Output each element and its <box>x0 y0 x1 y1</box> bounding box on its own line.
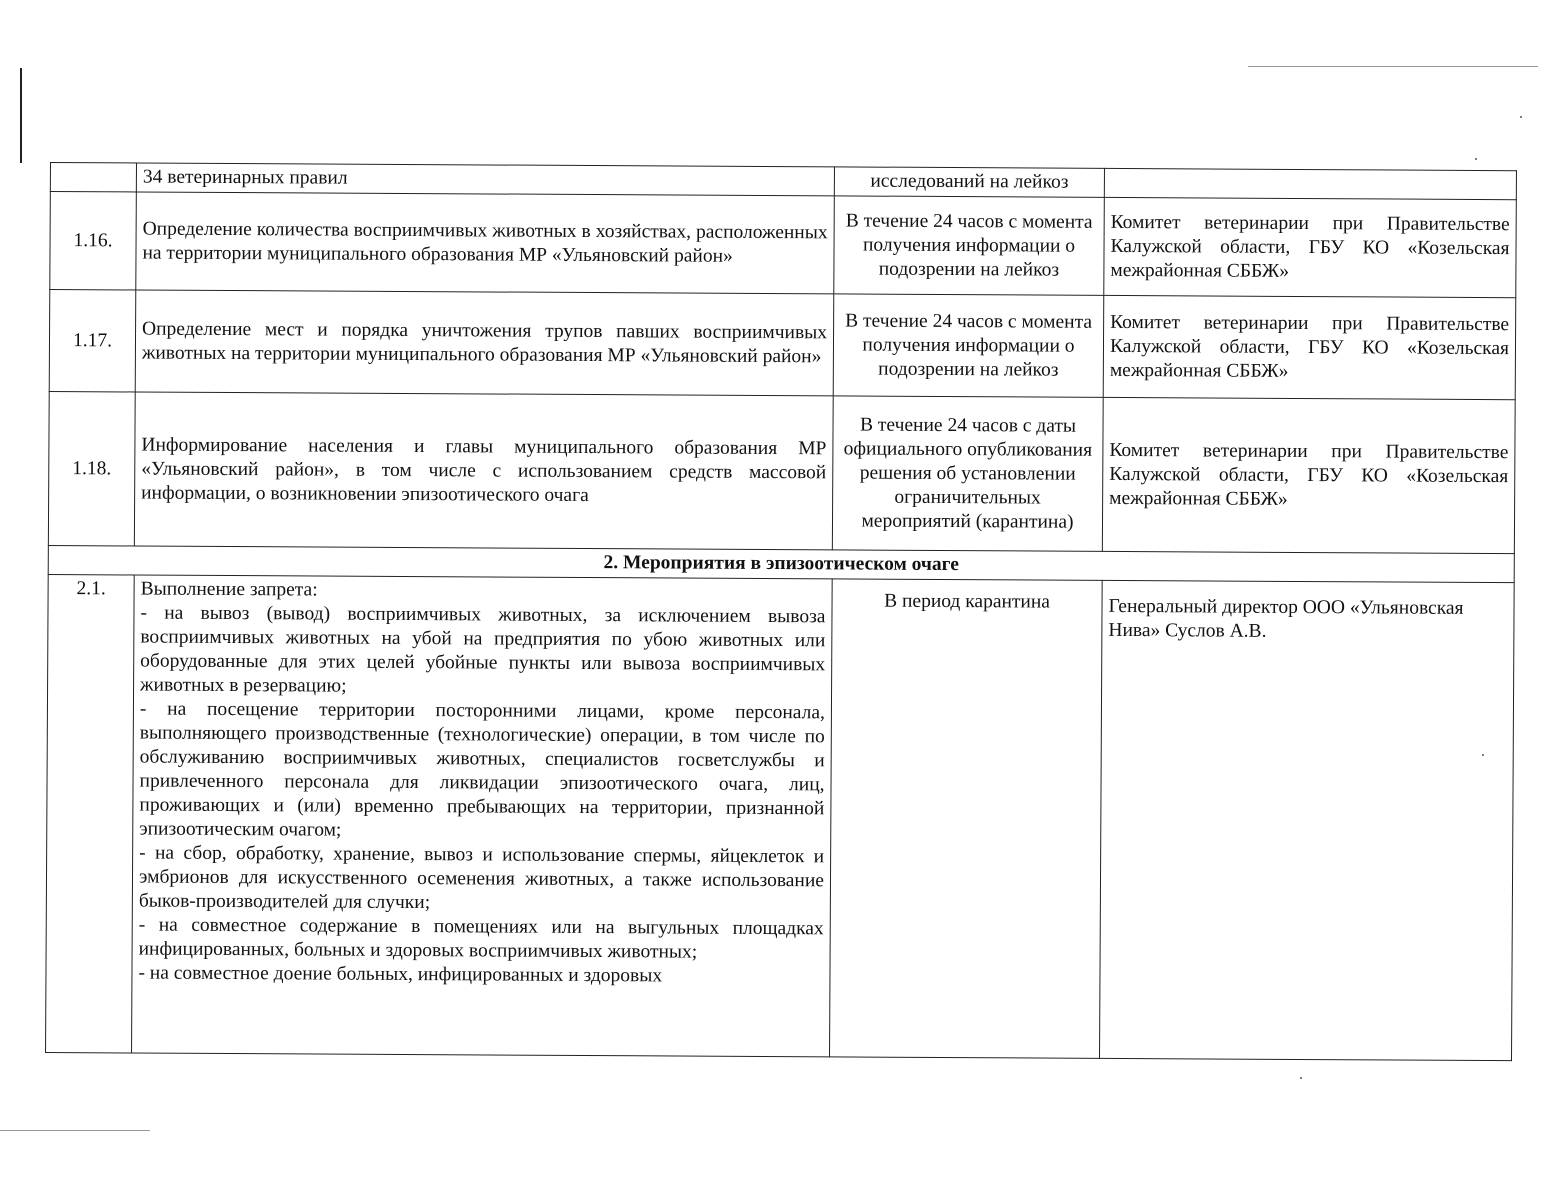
cell-number <box>50 163 136 192</box>
table-row <box>49 290 1516 400</box>
row-number: 1.18. <box>48 391 135 545</box>
table-row <box>48 391 1515 553</box>
row-measure: Определение количества восприимчивых животных в хозяйствах, расположенных на территории муниципального образования МР «Ульяновский район» <box>136 192 835 294</box>
row-number: 1.17. <box>49 290 136 392</box>
row-responsible: Комитет ветеринарии при Правительстве Калужской области, ГБУ КО «Козельская межрайонная СББЖ» <box>1102 397 1515 553</box>
measure-line: - на посещение территории посторонними лицами, кроме персонала, выполняющего производственные (технологические) операции, в том числе по обслуживанию восприимчивых животных, специалистов госветслужбы и привлеченного персонала для ликвидации эпизоотического очага, лиц, проживающих и (или) временно пребывающих на территории, признанной эпизоотическим очагом; <box>139 698 825 841</box>
row-number: 2.1. <box>46 574 135 1052</box>
measure-line: - на совместное доение больных, инфицированных и здоровых <box>138 962 663 987</box>
row-measure <box>132 575 833 1057</box>
measure-line: - на сбор, обработку, хранение, вывоз и использование спермы, яйцеклеток и эмбрионов для искусственного осеменения животных, а также использование быков-производителей для случки; <box>138 842 825 914</box>
row-responsible: Комитет ветеринарии при Правительстве Калужской области, ГБУ КО «Козельская межрайонная СББЖ» <box>1103 295 1516 399</box>
row-number: 1.16. <box>50 192 137 290</box>
scan-artifact-line <box>1248 66 1538 67</box>
cell-responsible <box>1104 168 1516 199</box>
scan-edge-mark <box>20 68 22 163</box>
cell-term: исследований на лейкоз <box>834 167 1104 198</box>
measures-table-container <box>45 162 1516 1080</box>
table-row <box>50 192 1517 298</box>
row-measure: Определение мест и порядка уничтожения трупов павших восприимчивых животных на территории муниципального образования МР «Ульяновский район» <box>135 290 834 396</box>
measures-table <box>45 162 1517 1061</box>
scan-artifact-line <box>0 1130 150 1131</box>
measure-line: Выполнение запрета: <box>140 578 318 601</box>
row-term: В период карантина <box>830 579 1103 1059</box>
row-term: В течение 24 часов с момента получения информации о подозрении на лейкоз <box>834 196 1105 296</box>
row-responsible: Комитет ветеринарии при Правительстве Калужской области, ГБУ КО «Козельская межрайонная СББЖ» <box>1104 197 1517 297</box>
measure-line: - на вывоз (вывод) восприимчивых животных, за исключением вывоза восприимчивых животных на убой на предприятия по убою животных или оборудованные для этих целей убойные пункты или вывоза восприимчивых животных в резервацию; <box>140 602 826 697</box>
table-row <box>46 574 1515 1060</box>
section-title: 2. Мероприятия в эпизоотическом очаге <box>48 545 1514 582</box>
cell-measure: 34 ветеринарных правил <box>136 163 834 196</box>
row-term: В течение 24 часов с момента получения информации о подозрении на лейкоз <box>833 294 1104 398</box>
row-term: В течение 24 часов с даты официального опубликования решения об установлении ограничительных мероприятий (карантина) <box>832 396 1103 552</box>
scan-speck <box>1520 116 1522 118</box>
row-measure: Информирование населения и главы муниципального образования МР «Ульяновский район», в том числе с использованием средств массовой информации, о возникновении эпизоотического очага <box>134 392 833 550</box>
row-responsible: Генеральный директор ООО «Ульяновская Нива» Суслов А.В. <box>1100 580 1515 1060</box>
scan-speck <box>1475 158 1477 160</box>
measure-line: - на совместное содержание в помещениях или на выгульных площадках инфицированных, больных и здоровых восприимчивых животных; <box>138 914 824 963</box>
